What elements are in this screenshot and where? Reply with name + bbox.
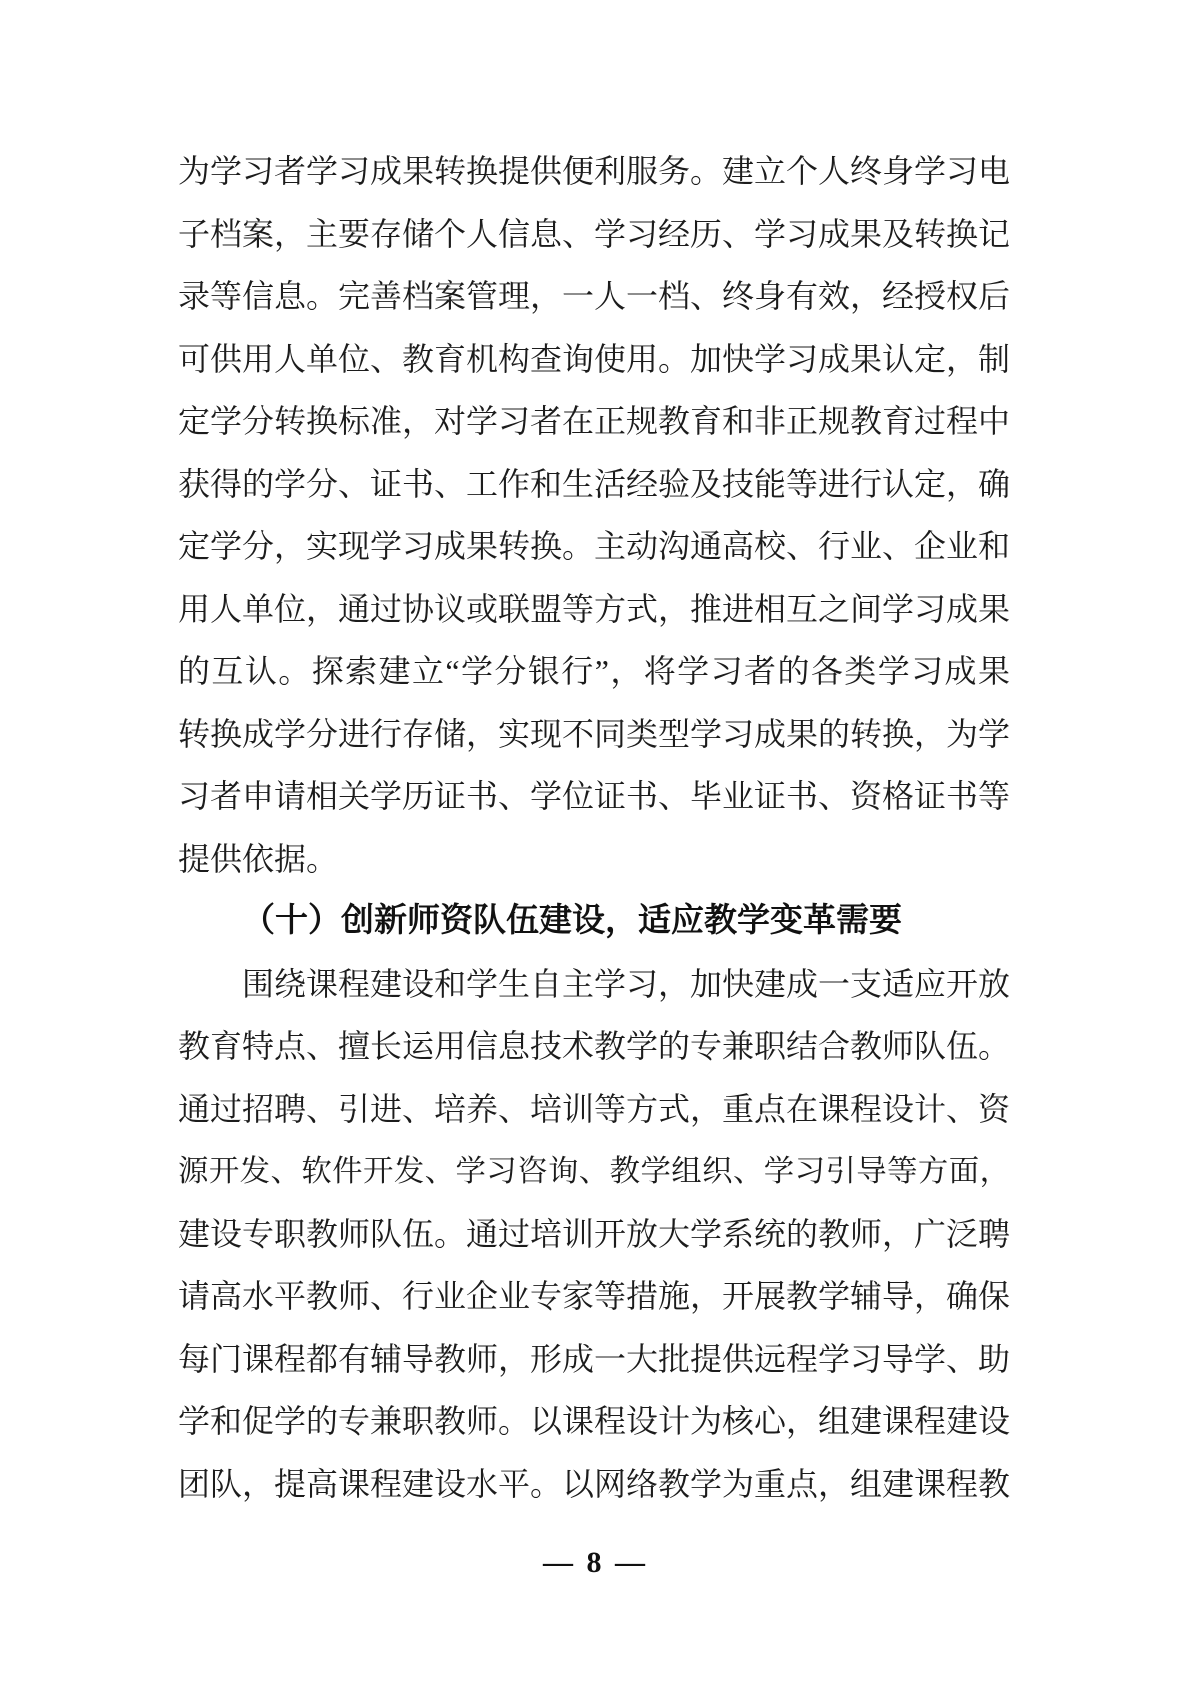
paragraph-line: 教育特点、擅长运用信息技术教学的专兼职结合教师队伍。 [178, 1028, 1011, 1064]
document-body [178, 140, 1010, 1515]
paragraph-line: 团队，提高课程建设水平。以网络教学为重点，组建课程教 [178, 1465, 1011, 1502]
paragraph-line: 转换成学分进行存储，实现不同类型学习成果的转换，为学 [178, 715, 1011, 752]
paragraph-line: 用人单位，通过协议或联盟等方式，推进相互之间学习成果 [178, 590, 1011, 627]
paragraph-1 [178, 140, 1010, 890]
paragraph-line: 学和促学的专兼职教师。以课程设计为核心，组建课程建设 [178, 1403, 1011, 1439]
page-number: — 8 — [543, 1546, 648, 1579]
paragraph-line: 定学分转换标准，对学习者在正规教育和非正规教育过程中 [178, 403, 1011, 439]
paragraph-line: 建设专职教师队伍。通过培训开放大学系统的教师，广泛聘 [178, 1215, 1011, 1252]
section-heading: （十）创新师资队伍建设，适应教学变革需要 [242, 903, 902, 939]
paragraph-line: 源开发、软件开发、学习咨询、教学组织、学习引导等方面， [178, 1154, 1010, 1188]
paragraph-line: 的互认。探索建立“学分银行”，将学习者的各类学习成果 [178, 653, 1010, 689]
paragraph-line: 围绕课程建设和学生自主学习，加快建成一支适应开放 [242, 965, 1011, 1002]
paragraph-line: 获得的学分、证书、工作和生活经验及技能等进行认定，确 [178, 465, 1011, 502]
paragraph-line: 习者申请相关学历证书、学位证书、毕业证书、资格证书等 [178, 778, 1011, 814]
paragraph-line: 可供用人单位、教育机构查询使用。加快学习成果认定，制 [178, 340, 1011, 377]
paragraph-line: 提供依据。 [178, 840, 339, 877]
paragraph-line: 定学分，实现学习成果转换。主动沟通高校、行业、企业和 [178, 528, 1011, 564]
paragraph-line: 录等信息。完善档案管理，一人一档、终身有效，经授权后 [178, 278, 1011, 314]
paragraph-line: 每门课程都有辅导教师，形成一大批提供远程学习导学、助 [178, 1340, 1011, 1377]
paragraph-2 [178, 953, 1010, 1516]
paragraph-line: 请高水平教师、行业企业专家等措施，开展教学辅导，确保 [178, 1278, 1011, 1314]
paragraph-line: 通过招聘、引进、培养、培训等方式，重点在课程设计、资 [178, 1090, 1011, 1127]
paragraph-line: 子档案，主要存储个人信息、学习经历、学习成果及转换记 [178, 215, 1011, 252]
paragraph-line: 为学习者学习成果转换提供便利服务。建立个人终身学习电 [178, 153, 1011, 189]
